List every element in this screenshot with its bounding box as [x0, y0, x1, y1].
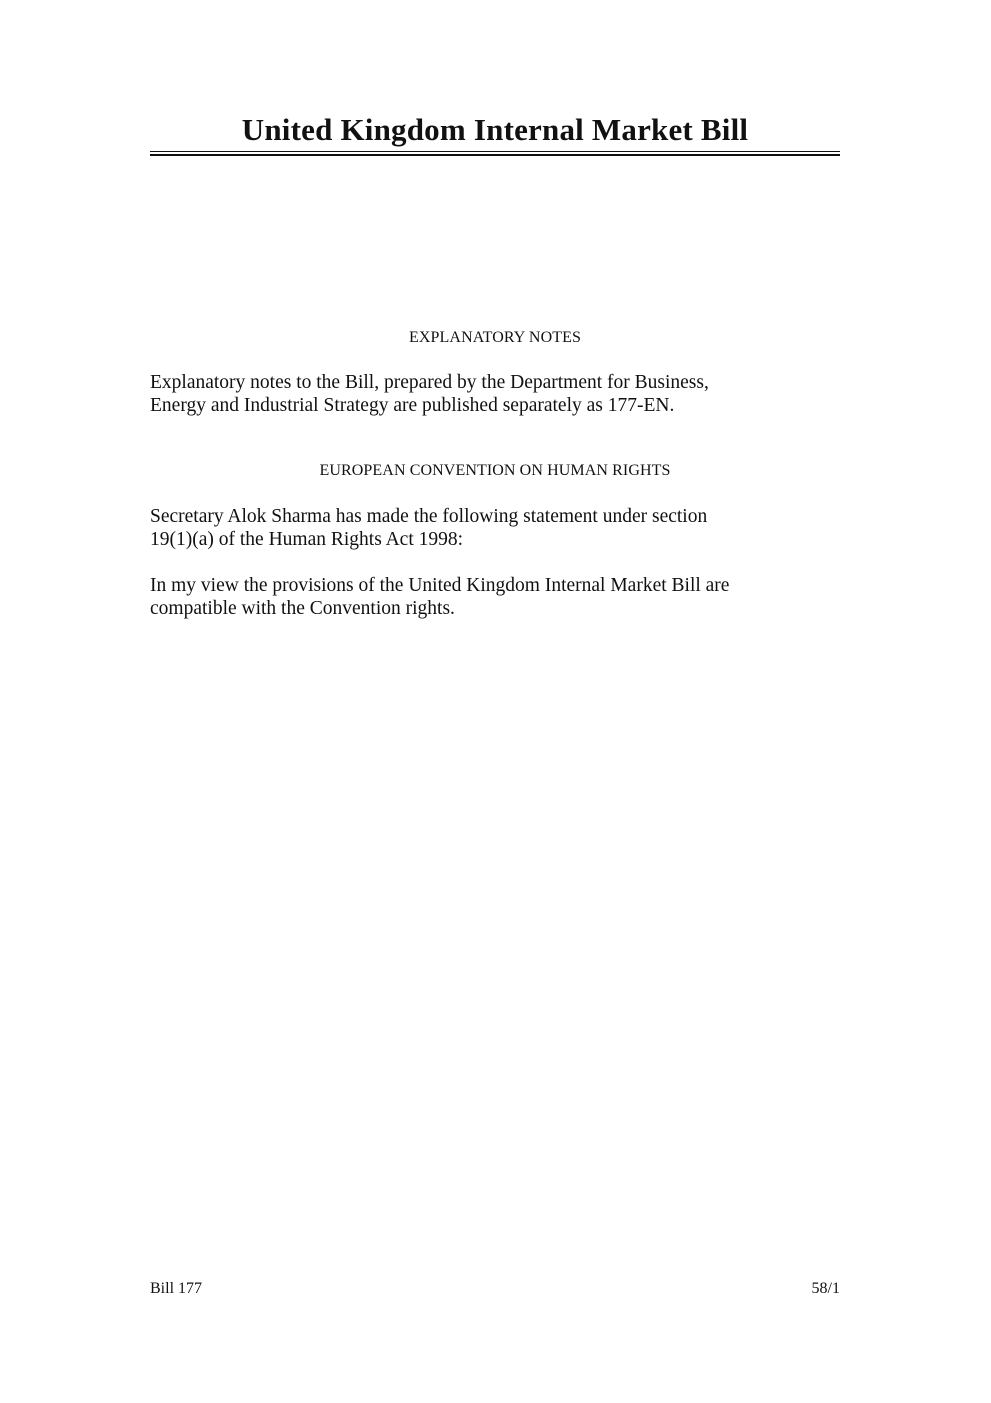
explanatory-notes-paragraph: [150, 371, 850, 417]
echr-view-line: compatible with the Convention rights.: [150, 598, 455, 619]
title-rule-thin: [150, 151, 840, 152]
explanatory-notes-line: Explanatory notes to the Bill, prepared by the Department for Business,: [150, 372, 709, 393]
footer-reference: 58/1: [811, 1280, 840, 1297]
footer-bill-number: Bill 177: [150, 1280, 203, 1297]
echr-view-paragraph: [150, 574, 850, 620]
echr-statement-paragraph: [150, 505, 850, 551]
bill-title: United Kingdom Internal Market Bill: [241, 112, 749, 147]
explanatory-notes-heading: EXPLANATORY NOTES: [409, 329, 581, 346]
explanatory-notes-line: Energy and Industrial Strategy are published separately as 177-EN.: [150, 395, 675, 416]
echr-heading: EUROPEAN CONVENTION ON HUMAN RIGHTS: [319, 462, 671, 479]
echr-view-line: In my view the provisions of the United Kingdom Internal Market Bill are: [150, 575, 730, 596]
echr-statement-line: 19(1)(a) of the Human Rights Act 1998:: [150, 529, 464, 550]
echr-statement-line: Secretary Alok Sharma has made the following statement under section: [150, 506, 708, 527]
title-rule-thick: [150, 154, 840, 156]
